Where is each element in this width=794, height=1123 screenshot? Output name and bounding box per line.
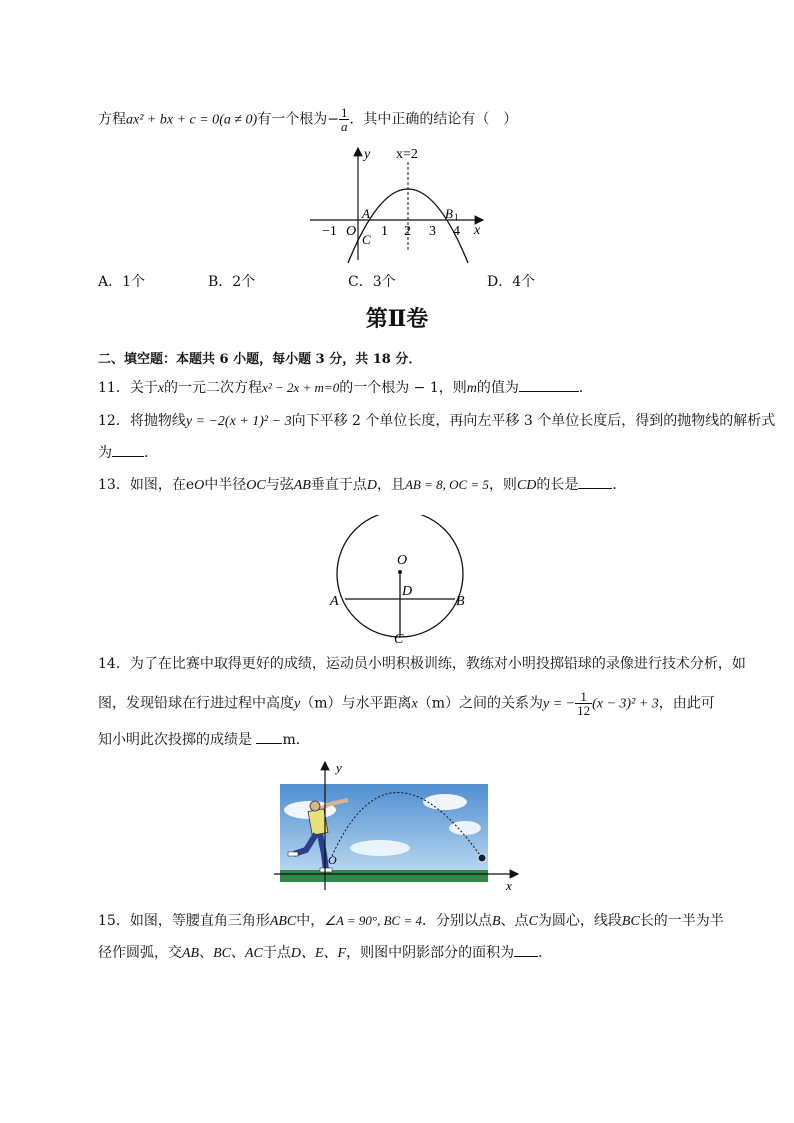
q10-tick-label: −1: [322, 224, 337, 239]
q12-text: ．: [144, 445, 158, 461]
q10-text: 方程: [98, 111, 126, 128]
q10-option-a[interactable]: A．1个: [98, 274, 146, 290]
q15-var: BC: [621, 914, 640, 929]
q11-answer-blank[interactable]: [519, 377, 579, 392]
q10-tick-label: 3: [429, 224, 436, 239]
q14-answer-blank[interactable]: [256, 729, 282, 744]
q14-label-x: x: [506, 878, 512, 893]
q11-text: 的一个根为 − 1，则: [339, 380, 467, 396]
q15-text: ．分别以点: [422, 913, 492, 929]
q13-label-c: C: [394, 632, 404, 645]
q10-root-fraction: [339, 106, 350, 133]
q15-condition: ∠A = 90°, BC = 4: [324, 913, 422, 928]
q14-text: （m）与水平距离: [300, 695, 412, 712]
q15-text: 中，: [296, 913, 325, 929]
question-13: [98, 474, 626, 496]
q13-label-b: B: [456, 594, 465, 609]
q15-text: 长的一半为半: [639, 913, 724, 929]
q11-text: 的一元二次方程: [164, 380, 263, 396]
q13-label-o: O: [397, 553, 408, 568]
q13-text: 与弦: [265, 477, 294, 493]
q14-cloud: [350, 840, 410, 856]
circle-symbol: e: [185, 477, 195, 493]
q10-point-b-label: B: [445, 206, 453, 221]
q13-text: ．: [612, 477, 627, 493]
q10-tick-label: 4: [453, 224, 460, 239]
q14-shot-put-figure: [270, 758, 525, 896]
q10-text-mid: 有一个根为: [257, 111, 328, 128]
q13-text: 的长是: [536, 477, 579, 493]
question-14: [98, 654, 746, 674]
q15-var: AB: [182, 946, 200, 961]
question-12-line-2: [98, 442, 158, 463]
q11-text: 关于: [129, 380, 158, 396]
q12-equation: y = −2(x + 1)² − 3: [185, 414, 292, 429]
q13-var: D: [366, 478, 377, 493]
q12-number: 12．: [98, 413, 130, 429]
q13-text: ，则: [488, 477, 517, 493]
q11-equation: x² − 2x + m=0: [262, 380, 340, 395]
q14-text: 知小明此次投掷的成绩是: [98, 732, 252, 748]
q11-text: 的值为: [476, 380, 519, 396]
q13-text: ，且: [376, 477, 405, 493]
question-11: [98, 377, 593, 399]
q10-symmetry-label: x=2: [396, 147, 418, 162]
q15-var: B: [492, 914, 501, 929]
q10-equation: ax² + bx + c = 0: [126, 112, 220, 128]
q14-var-y: y: [294, 696, 301, 712]
question-15: [98, 911, 724, 932]
q10-tick-label: 2: [404, 224, 411, 239]
q14-text: ，由此可: [658, 695, 715, 712]
q14-cloud: [423, 794, 467, 810]
q15-points: D、E、F: [290, 946, 347, 961]
q10-origin-label: O: [346, 224, 357, 239]
q10-point-b-subscript: 1: [454, 212, 459, 222]
q14-fraction-denominator: 12: [577, 703, 591, 718]
question-15-line-2: [98, 942, 552, 964]
q12-text: 向下平移 2 个单位长度，再向左平移 3 个单位长度后，得到的抛物线的解析式: [291, 413, 776, 429]
q15-text: 、: [199, 945, 214, 961]
q15-answer-blank[interactable]: [514, 942, 538, 957]
q10-option-b[interactable]: B．2个: [208, 274, 256, 290]
q10-condition: (a ≠ 0): [219, 112, 258, 128]
q10-root-sign: −: [327, 111, 339, 128]
q13-number: 13．: [98, 477, 130, 493]
q10-option-c[interactable]: C．3个: [348, 274, 396, 290]
q10-text-post: ．其中正确的结论有（ ）: [349, 111, 518, 128]
q13-var: CD: [516, 478, 537, 493]
q13-condition: AB = 8, OC = 5: [404, 477, 489, 492]
q14-text: （m）之间的关系为: [417, 695, 543, 712]
q10-tick-label: 1: [381, 224, 388, 239]
q10-option-d[interactable]: D．4个: [487, 274, 536, 290]
q11-var-x: x: [157, 381, 165, 396]
q15-text: 如图，等腰直角三角形: [129, 913, 270, 929]
q10-point-a-label: A: [362, 206, 370, 221]
question-12: [98, 411, 775, 432]
q14-label-o: O: [328, 853, 337, 867]
q14-ground: [280, 870, 488, 882]
q14-label-y: y: [336, 760, 342, 775]
q13-circle-figure: [325, 515, 475, 645]
q15-number: 15．: [98, 913, 130, 929]
q13-label-d: D: [402, 584, 413, 599]
q12-text: 为: [98, 445, 112, 461]
q15-text: 径作圆弧，交: [98, 945, 182, 961]
section-2-header: 二、填空题：本题共 6 小题，每小题 3 分，共 18 分．: [98, 352, 422, 367]
q10-root-numerator: 1: [340, 105, 348, 120]
q15-var: C: [528, 914, 538, 929]
q15-text: 于点: [262, 945, 291, 961]
q12-answer-blank[interactable]: [112, 442, 144, 457]
q15-var: AC: [245, 946, 263, 961]
q11-var-m: m: [466, 381, 477, 396]
q14-number: 14．: [98, 656, 130, 672]
q14-shot-ball: [478, 854, 486, 862]
q15-text: ，则图中阴影部分的面积为: [346, 945, 515, 961]
q14-var-x: x: [411, 696, 418, 712]
q10-tail-line: [98, 106, 517, 133]
q13-text: 中半径: [204, 477, 247, 493]
part-title: 第Ⅱ卷: [365, 306, 429, 332]
q13-text: 垂直于点: [310, 477, 367, 493]
q14-text: 图，发现铅球在行进过程中高度: [98, 695, 294, 712]
q12-text: 将抛物线: [129, 413, 186, 429]
q15-text: ．: [538, 945, 553, 961]
q11-number: 11．: [98, 380, 130, 396]
q10-parabola-graph: [300, 140, 500, 265]
q13-var: O: [194, 478, 205, 493]
q15-text: 为圆心，线段: [537, 913, 622, 929]
q14-text: 为了在比赛中取得更好的成绩，运动员小明积极训练，教练对小明投掷铅球的录像进行技术分析，如: [129, 656, 746, 672]
q13-center-dot: [398, 570, 402, 574]
q10-root-denominator: a: [340, 119, 348, 134]
q15-text: 、点: [500, 913, 529, 929]
q10-x-label: x: [474, 223, 481, 238]
q15-var: BC: [213, 946, 231, 961]
q14-fraction: [575, 690, 592, 717]
q13-text: 如图，在: [129, 477, 186, 493]
q15-text: 、: [231, 945, 245, 961]
q10-point-c-label: C: [362, 232, 371, 247]
q13-var: OC: [246, 478, 266, 493]
q15-var: ABC: [269, 914, 297, 929]
question-14-line-3: [98, 729, 310, 750]
q13-var: AB: [293, 478, 311, 493]
q13-label-a: A: [330, 594, 339, 609]
q14-equation-prefix: y = −: [543, 696, 576, 712]
q14-text: m．: [282, 732, 310, 748]
q14-fraction-numerator: 1: [575, 690, 592, 704]
q13-answer-blank[interactable]: [578, 474, 612, 489]
question-14-line-2: [98, 690, 715, 717]
q14-equation-suffix: (x − 3)² + 3: [592, 696, 659, 712]
q10-y-label: y: [364, 147, 371, 162]
q11-text: ．: [578, 380, 593, 396]
